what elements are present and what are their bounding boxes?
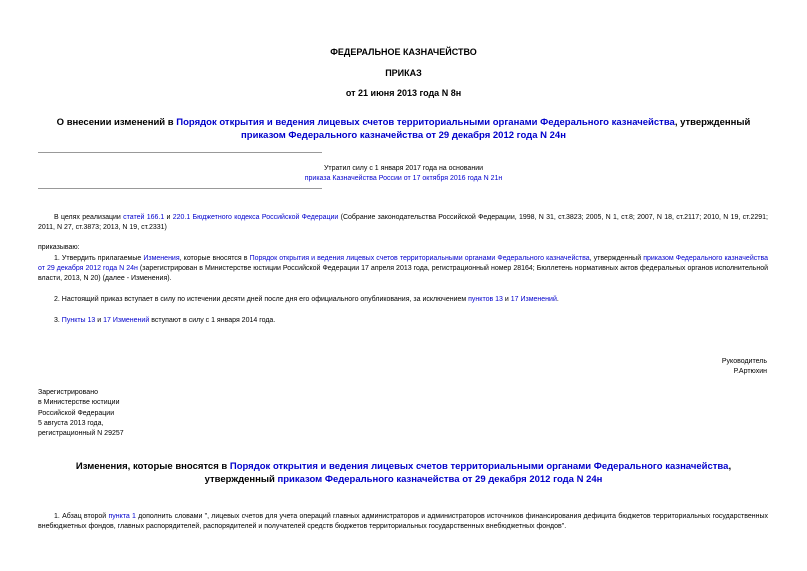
item-2-text: и xyxy=(502,296,511,303)
repeal-line: Утратил силу с 1 января 2017 года на основании xyxy=(323,165,484,172)
procedure-link[interactable]: Порядок открытия и ведения лицевых счетов территориальными органами Федерального казначейства xyxy=(249,255,590,262)
paragraph-1-link[interactable]: пункта 1 xyxy=(108,513,136,520)
item-3-text: и xyxy=(95,317,104,324)
orders-word: приказываю: xyxy=(38,244,80,251)
changes-title-middle: , утвержденный xyxy=(204,461,732,485)
item-2-text: . xyxy=(556,296,559,303)
preamble-paragraph xyxy=(38,213,768,233)
registration-block xyxy=(38,388,124,439)
budget-code-link[interactable]: 220.1 Бюджетного кодекса Российской Федерации xyxy=(172,214,339,221)
item-3-text: 3. xyxy=(54,317,62,324)
doc-type-heading: ПРИКАЗ xyxy=(385,68,422,78)
registration-line: 5 августа 2013 года, xyxy=(38,419,104,427)
change-1-text: дополнить словами ", лицевых счетов для учета операций главных администраторов и администраторов источников финансирования дефицита бюджетов территориальных государственных внебюджетных фондов, главных распорядителей, распорядителей и получателей средств бюджетов территориальных государственных внебюджетных фондов". xyxy=(38,513,769,530)
registration-line: Российской Федерации xyxy=(38,409,115,417)
divider-top xyxy=(38,152,322,153)
item-17-link[interactable]: 17 Изменений xyxy=(103,317,150,324)
changes-link[interactable]: Изменения xyxy=(143,255,180,262)
changes-title xyxy=(40,460,767,486)
item-3-paragraph xyxy=(38,316,768,326)
change-1-paragraph xyxy=(38,512,768,532)
date-number-heading: от 21 июня 2013 года N 8н xyxy=(345,88,462,98)
document-title xyxy=(40,116,767,142)
preamble-text: и xyxy=(164,214,173,221)
registration-line: регистрационный N 29257 xyxy=(38,430,124,438)
item-1-text: 1. Утвердить прилагаемые xyxy=(54,255,144,262)
item-1-text: (зарегистрирован в Министерстве юстиции Российской Федерации 17 апреля 2013 года, регистрационный номер 28164; Бюллетень нормативных актов федеральных органов исполнительной власти, 2013, N 20) (далее - Изменения). xyxy=(38,265,768,282)
signature-block xyxy=(722,357,767,377)
item-3-text: вступают в силу с 1 января 2014 года. xyxy=(149,317,276,324)
changes-title-order-link[interactable]: приказом Федерального казначейства от 29 декабря 2012 года N 24н xyxy=(277,474,603,485)
order-24n-link[interactable]: приказом Федерального казначейства от 29 декабря 2012 года N 24н xyxy=(38,255,768,272)
repeal-note xyxy=(100,164,707,184)
title-prefix: О внесении изменений в xyxy=(56,117,177,128)
item-1-text: , которые вносятся в xyxy=(179,255,250,262)
item-1-paragraph xyxy=(38,254,768,284)
registration-line: в Министерстве юстиции xyxy=(38,399,120,407)
item-2-text: 2. Настоящий приказ вступает в силу по истечении десяти дней после дня его официального опубликования, за исключением xyxy=(54,296,469,303)
repeal-order-link[interactable]: приказа Казначейства России от 17 октября 2016 года N 21н xyxy=(304,175,503,182)
item-17-link[interactable]: 17 Изменений xyxy=(510,296,557,303)
item-13-link[interactable]: Пункты 13 xyxy=(61,317,96,324)
item-13-link[interactable]: пунктов 13 xyxy=(468,296,503,303)
registration-line: Зарегистрировано xyxy=(38,389,98,396)
change-1-text: 1. Абзац второй xyxy=(54,513,109,520)
changes-title-prefix: Изменения, которые вносятся в xyxy=(75,461,230,472)
preamble-text: В целях реализации xyxy=(54,214,124,221)
article-166-link[interactable]: статей 166.1 xyxy=(123,214,165,221)
preamble-text: (Собрание законодательства Российской Федерации, 1998, N 31, ст.3823; 2005, N 1, ст.8; 2007, N 18, ст.2117; 2010, N 19, ст.2291; 2011, N 27, ст.3873; 2013, N 19, ст.2331) xyxy=(38,214,768,231)
signature-name: Р.Артюхин xyxy=(733,368,767,375)
agency-heading: ФЕДЕРАЛЬНОЕ КАЗНАЧЕЙСТВО xyxy=(330,47,477,57)
item-2-paragraph xyxy=(38,295,768,305)
title-procedure-link[interactable]: Порядок открытия и ведения лицевых счетов территориальными органами Федерального казначейства xyxy=(176,117,675,128)
item-1-text: , утвержденный xyxy=(589,255,644,262)
title-order-link[interactable]: приказом Федерального казначейства от 29 декабря 2012 года N 24н xyxy=(241,130,566,141)
divider-bottom xyxy=(38,188,322,189)
title-middle: , утвержденный xyxy=(674,117,751,128)
signature-position: Руководитель xyxy=(721,358,767,365)
changes-title-procedure-link[interactable]: Порядок открытия и ведения лицевых счетов территориальными органами Федерального казначейства xyxy=(229,461,729,472)
